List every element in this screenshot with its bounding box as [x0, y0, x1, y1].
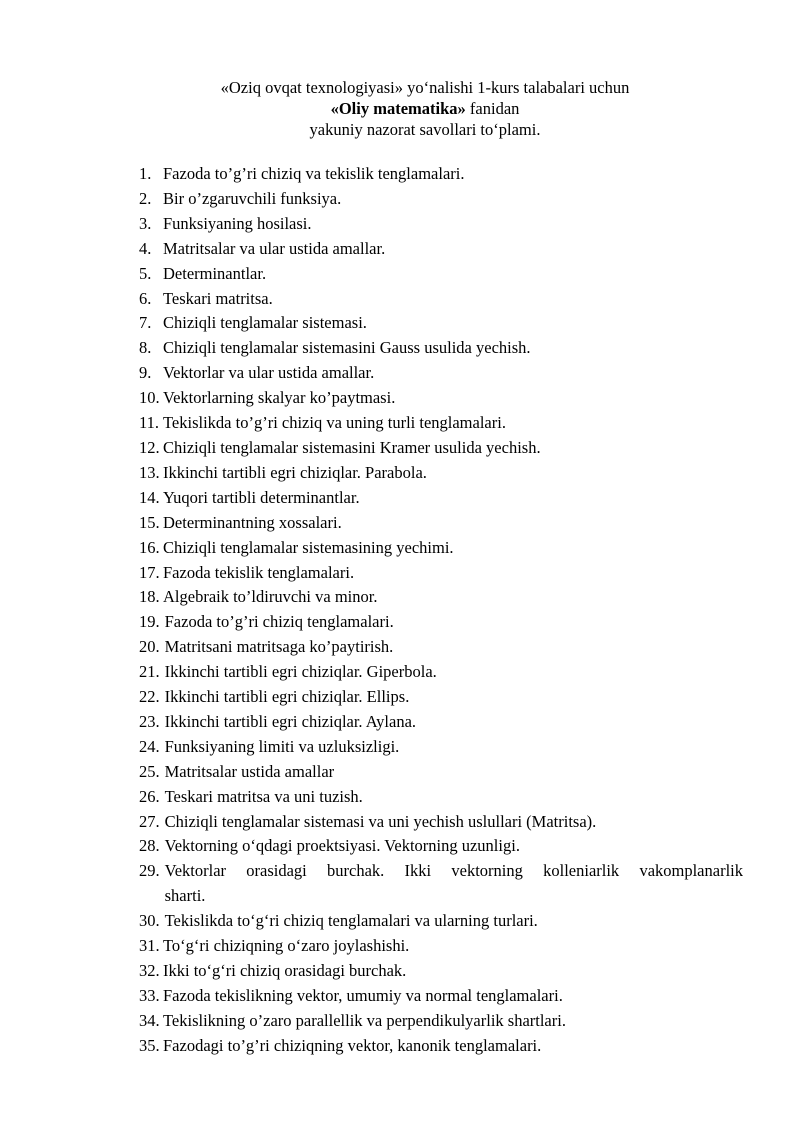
- question-item: [139, 685, 743, 710]
- question-item: [139, 710, 743, 735]
- question-number: 9.: [139, 363, 152, 383]
- question-item: [139, 660, 743, 685]
- question-item: [139, 984, 743, 1009]
- question-text: Chiziqli tenglamalar sistemasining yechimi.: [163, 537, 454, 557]
- question-item: [139, 760, 743, 785]
- question-number: 2.: [139, 188, 152, 208]
- question-text: Tekislikning o’zaro parallellik va perpendikulyarlik shartlari.: [163, 1010, 566, 1030]
- question-item: [139, 834, 743, 859]
- question-number: 30.: [139, 911, 160, 931]
- question-text: Ikkinchi tartibli egri chiziqlar. Ellips.: [164, 687, 410, 707]
- question-item: [139, 237, 743, 262]
- question-item: [139, 336, 743, 361]
- question-item: [139, 311, 743, 336]
- question-text: Teskari matritsa va uni tuzish.: [164, 786, 363, 806]
- question-number: 34.: [139, 1010, 160, 1030]
- question-text: Fazoda tekislik tenglamalari.: [163, 562, 355, 582]
- question-item: [139, 361, 743, 386]
- question-text: Matritsalar ustida amallar: [164, 761, 335, 781]
- question-text: Funksiyaning hosilasi.: [163, 213, 312, 233]
- question-number: 10.: [139, 388, 160, 408]
- question-number: 23.: [139, 711, 160, 731]
- question-number: 26.: [139, 786, 160, 806]
- question-text: Ikki to‘g‘ri chiziq orasidagi burchak.: [163, 961, 407, 980]
- question-text: Fazoda to’g’ri chiziq va tekislik tenglamalari.: [163, 164, 465, 183]
- question-number: 11.: [139, 413, 160, 433]
- question-text: Matritsani matritsaga ko’paytirish.: [164, 637, 394, 657]
- question-number: 33.: [139, 985, 160, 1005]
- question-item: [139, 386, 743, 411]
- question-text: Ikkinchi tartibli egri chiziqlar. Aylana.: [164, 711, 417, 731]
- question-text: Vektorlar va ular ustida amallar.: [163, 363, 375, 383]
- question-item: [139, 1034, 743, 1059]
- question-number: 31.: [139, 936, 160, 956]
- question-item: [139, 959, 743, 984]
- question-number: 27.: [139, 811, 160, 831]
- question-text: To‘g‘ri chiziqning o‘zaro joylashishi.: [163, 936, 410, 956]
- document-header: [0, 77, 800, 140]
- question-number: 14.: [139, 487, 160, 507]
- question-number: 1.: [139, 164, 152, 183]
- question-text: Determinantning xossalari.: [163, 512, 342, 532]
- question-item: [139, 187, 743, 212]
- question-item: [139, 262, 743, 287]
- question-number: 29.: [139, 861, 160, 881]
- question-item: [139, 635, 743, 660]
- question-item: [139, 785, 743, 810]
- question-text: [165, 859, 743, 909]
- question-text: Fazoda to’g’ri chiziq tenglamalari.: [164, 612, 394, 632]
- subject-title: «Oliy matematika»: [330, 99, 466, 118]
- question-text-line-2: sharti.: [164, 886, 206, 906]
- question-item: [139, 212, 743, 237]
- question-item: [139, 610, 743, 635]
- question-text: Teskari matritsa.: [163, 288, 273, 308]
- question-item: [139, 810, 743, 835]
- question-text: Tekislikda to‘g‘ri chiziq tenglamalari va ularning turlari.: [164, 911, 538, 931]
- question-text: Chiziqli tenglamalar sistemasi.: [163, 313, 367, 333]
- question-text: Chiziqli tenglamalar sistemasi va uni yechish uslullari (Matritsa).: [164, 811, 597, 831]
- question-number: 8.: [139, 338, 152, 358]
- question-number: 16.: [139, 537, 160, 557]
- question-item: [139, 486, 743, 511]
- question-number: 19.: [139, 612, 160, 632]
- question-item: [139, 287, 743, 312]
- header-line-1: «Oziq ovqat texnologiyasi» yo‘nalishi 1-kurs talabalari uchun: [220, 78, 630, 97]
- question-text: Yuqori tartibli determinantlar.: [163, 487, 360, 507]
- question-item: [139, 162, 743, 187]
- question-text: Funksiyaning limiti va uzluksizligi.: [164, 736, 400, 756]
- question-item: [139, 511, 743, 536]
- question-text: Vektorning o‘qdagi proektsiyasi. Vektorning uzunligi.: [164, 836, 520, 856]
- question-number: 4.: [139, 238, 152, 258]
- question-item: [139, 536, 743, 561]
- question-item: [139, 561, 743, 586]
- question-item: [139, 585, 743, 610]
- question-number: 12.: [139, 437, 160, 457]
- question-item: [139, 1009, 743, 1034]
- question-number: 5.: [139, 263, 152, 283]
- question-number: 24.: [139, 736, 160, 756]
- question-item: [139, 461, 743, 486]
- question-number: 22.: [139, 687, 160, 707]
- question-item: [139, 859, 743, 909]
- question-item: [139, 909, 743, 934]
- question-text: Matritsalar va ular ustida amallar.: [163, 238, 386, 258]
- question-number: 32.: [139, 961, 160, 980]
- subject-suffix: fanidan: [465, 99, 520, 118]
- question-number: 13.: [139, 462, 160, 482]
- question-number: 17.: [139, 562, 160, 582]
- question-text: Determinantlar.: [163, 263, 267, 283]
- question-item: [139, 735, 743, 760]
- question-item: [139, 436, 743, 461]
- question-text-line-1: Vektorlar orasidagi burchak. Ikki vektorning kolleniarlik vakomplanarlik: [164, 861, 743, 881]
- question-number: 6.: [139, 288, 152, 308]
- question-item: [139, 934, 743, 959]
- question-number: 25.: [139, 761, 160, 781]
- question-number: 28.: [139, 836, 160, 856]
- question-text: Vektorlarning skalyar ko’paytmasi.: [163, 388, 396, 408]
- question-item: [139, 411, 743, 436]
- question-number: 3.: [139, 213, 152, 233]
- question-number: 21.: [139, 662, 160, 682]
- question-number: 15.: [139, 512, 160, 532]
- question-list: [139, 162, 743, 1059]
- question-text: Fazoda tekislikning vektor, umumiy va normal tenglamalari.: [163, 985, 563, 1005]
- question-text: Chiziqli tenglamalar sistemasini Kramer usulida yechish.: [163, 437, 541, 457]
- question-text: Chiziqli tenglamalar sistemasini Gauss usulida yechish.: [163, 338, 531, 358]
- header-line-2: [0, 98, 800, 119]
- question-text: Fazodagi to’g’ri chiziqning vektor, kanonik tenglamalari.: [163, 1035, 542, 1055]
- header-line-3: yakuniy nazorat savollari to‘plami.: [309, 120, 541, 139]
- question-text: Ikkinchi tartibli egri chiziqlar. Giperbola.: [164, 662, 437, 682]
- question-text: Bir o’zgaruvchili funksiya.: [163, 188, 342, 208]
- question-number: 35.: [139, 1035, 160, 1055]
- question-number: 18.: [139, 587, 160, 607]
- question-number: 7.: [139, 313, 152, 333]
- question-text: Ikkinchi tartibli egri chiziqlar. Parabola.: [163, 462, 427, 482]
- question-text: Algebraik to’ldiruvchi va minor.: [163, 587, 378, 607]
- question-number: 20.: [139, 637, 160, 657]
- question-text: Tekislikda to’g’ri chiziq va uning turli tenglamalari.: [163, 413, 506, 433]
